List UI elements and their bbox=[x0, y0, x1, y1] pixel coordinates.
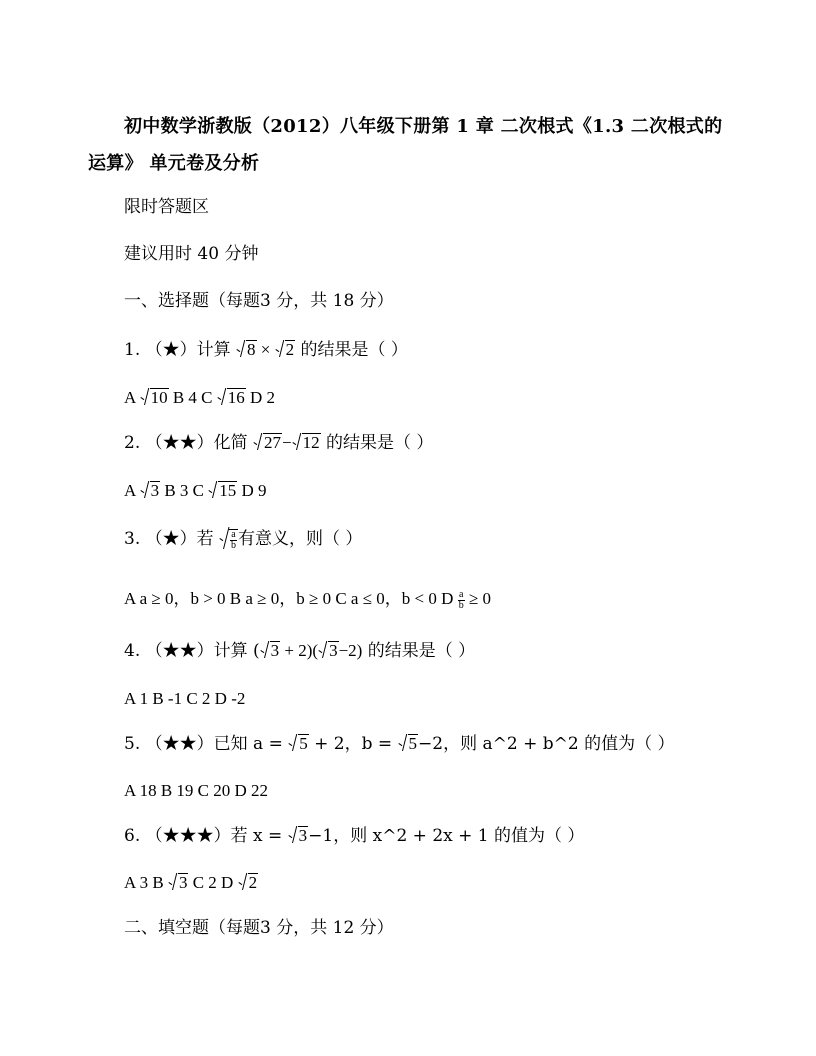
radicand: 8 bbox=[247, 340, 256, 359]
option-b: B 3 C bbox=[160, 481, 209, 500]
question-5 bbox=[124, 732, 675, 756]
radicand: 27 bbox=[264, 433, 282, 452]
page-title: 初中数学浙教版（2012）八年级下册第 1 章 二次根式《1.3 二次根式的运算》 单元卷及分析 bbox=[88, 116, 723, 174]
radicand: 3 bbox=[329, 641, 338, 660]
option-c-d: C 2 D bbox=[188, 873, 238, 892]
radicand: 15 bbox=[219, 481, 237, 500]
sqrt-expression bbox=[141, 386, 169, 410]
question-6-options bbox=[124, 871, 258, 895]
minus-sign: − bbox=[282, 433, 292, 452]
sqrt-expression bbox=[169, 871, 189, 895]
question-3-suffix: 有意义，则（ ） bbox=[238, 529, 363, 549]
question-4-prefix: 4. （★★）计算 ( bbox=[124, 641, 260, 661]
sqrt-expression bbox=[293, 431, 321, 455]
question-2-suffix: 的结果是（ ） bbox=[320, 433, 434, 453]
radicand bbox=[229, 529, 238, 551]
section2-header: 二、填空题（每题3 分，共 12 分） bbox=[124, 918, 394, 938]
numerator: a bbox=[231, 528, 236, 540]
option-a-label: A bbox=[124, 481, 140, 500]
section1-header: 一、选择题（每题3 分，共 18 分） bbox=[124, 291, 394, 311]
radicand: 2 bbox=[248, 873, 258, 892]
sqrt-expression bbox=[254, 431, 282, 455]
section-timed-label: 限时答题区 bbox=[124, 197, 209, 217]
question-3 bbox=[124, 527, 362, 551]
fraction bbox=[230, 530, 237, 551]
question-3-options bbox=[124, 587, 491, 611]
sqrt-expression bbox=[276, 338, 296, 362]
sqrt-fraction-expression bbox=[220, 527, 238, 551]
radicand: 3 bbox=[150, 481, 160, 500]
question-1 bbox=[124, 338, 408, 362]
question-5-prefix: 5. （★★）已知 a = bbox=[124, 734, 289, 754]
expression-end: −2) bbox=[338, 641, 363, 660]
question-6-prefix: 6. （★★★）若 x = bbox=[124, 826, 288, 846]
fraction bbox=[458, 590, 465, 611]
question-4 bbox=[124, 639, 475, 663]
question-2-prefix: 2. （★★）化简 bbox=[124, 433, 254, 453]
expression-middle: + 2)( bbox=[280, 641, 319, 660]
sqrt-expression bbox=[399, 732, 419, 756]
radicand: 5 bbox=[408, 734, 418, 753]
question-1-options bbox=[124, 386, 275, 410]
sqrt-expression bbox=[141, 479, 161, 503]
sqrt-expression bbox=[319, 639, 339, 663]
expression-middle: + 2，b = bbox=[308, 734, 398, 754]
radicand: 5 bbox=[299, 734, 308, 753]
sqrt-expression bbox=[218, 386, 246, 410]
sqrt-expression bbox=[237, 338, 257, 362]
option-a-b: A 3 B bbox=[124, 873, 168, 892]
sqrt-expression bbox=[289, 732, 309, 756]
radicand: 3 bbox=[298, 826, 308, 845]
option-a-label: A bbox=[124, 388, 140, 407]
question-2 bbox=[124, 431, 433, 455]
sqrt-expression bbox=[289, 824, 309, 848]
question-2-options bbox=[124, 479, 267, 503]
question-6-suffix: −1，则 x^2 + 2x + 1 的值为（ ） bbox=[308, 826, 585, 846]
radicand: 3 bbox=[178, 873, 188, 892]
option-d-suffix: ≥ 0 bbox=[464, 589, 492, 608]
sqrt-expression bbox=[261, 639, 281, 663]
sqrt-expression bbox=[209, 479, 237, 503]
numerator: a bbox=[458, 588, 464, 600]
question-3-prefix: 3. （★）若 bbox=[124, 529, 220, 549]
denominator: b bbox=[231, 539, 237, 551]
sqrt-expression bbox=[239, 871, 259, 895]
question-5-options: A 18 B 19 C 20 D 22 bbox=[124, 781, 269, 800]
option-d: D 9 bbox=[237, 481, 267, 500]
radicand: 12 bbox=[302, 433, 320, 452]
question-5-suffix: −2，则 a^2 + b^2 的值为（ ） bbox=[418, 734, 675, 754]
radicand: 10 bbox=[150, 388, 168, 407]
times-sign: × bbox=[256, 340, 275, 359]
options-text: A a ≥ 0，b > 0 B a ≥ 0，b ≥ 0 C a ≤ 0，b < 0 D bbox=[124, 589, 454, 608]
denominator: b bbox=[458, 599, 464, 611]
question-1-prefix: 1. （★）计算 bbox=[124, 340, 237, 360]
suggested-time-label: 建议用时 40 分钟 bbox=[124, 244, 259, 264]
question-6 bbox=[124, 824, 584, 848]
option-d: D 2 bbox=[245, 388, 276, 407]
radicand: 16 bbox=[227, 388, 245, 407]
option-b: B 4 C bbox=[168, 388, 217, 407]
question-1-suffix: 的结果是（ ） bbox=[295, 340, 408, 360]
radicand: 2 bbox=[285, 340, 295, 359]
radicand: 3 bbox=[270, 641, 280, 660]
question-4-suffix: 的结果是（ ） bbox=[362, 641, 476, 661]
question-4-options: A 1 B -1 C 2 D -2 bbox=[124, 689, 246, 708]
